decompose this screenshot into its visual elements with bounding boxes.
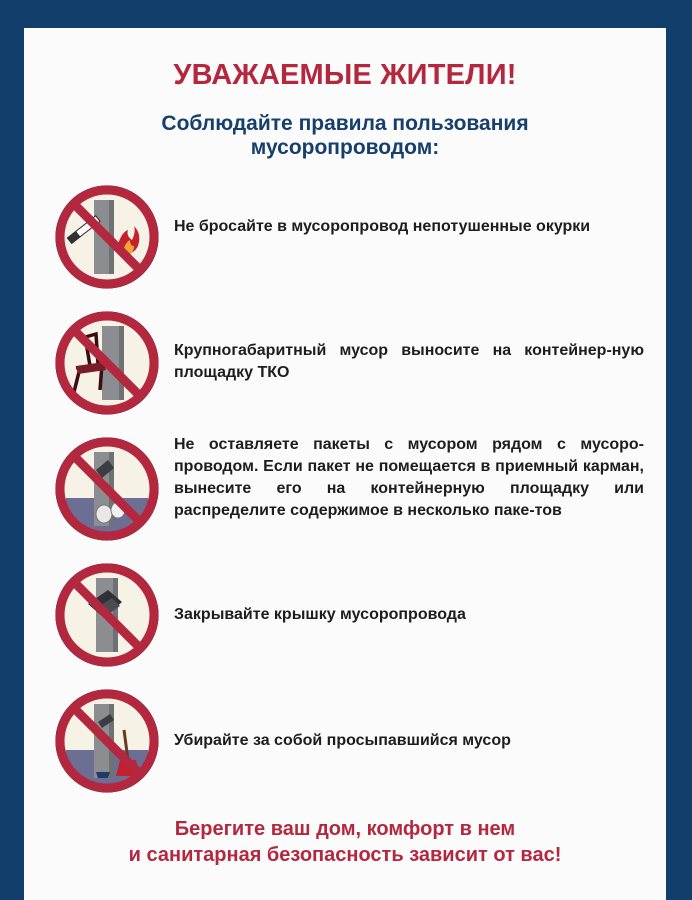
rule-2-text: Крупногабаритный мусор выносите на контейнер-ную площадку ТКО (174, 342, 644, 381)
no-cigarette-butts-icon (52, 182, 162, 292)
rule-3-text: Не оставляете пакеты с мусором рядом с мусоро-проводом. Если пакет не помещается в приемный карман, вынесите его на контейнерную площадку или распределите содержимое в несколько паке-тов (174, 436, 644, 519)
rule-1-text: Не бросайте в мусоропровод непотушенные окурки (174, 218, 591, 235)
subtitle-line-2: мусоропроводом: (250, 136, 440, 159)
closing-message (24, 816, 666, 868)
poster (24, 28, 666, 900)
rule-4-text: Закрывайте крышку мусоропровода (174, 606, 466, 623)
no-bulky-trash-icon (52, 308, 162, 418)
closing-line-2: и санитарная безопасность зависит от вас! (128, 844, 562, 866)
no-bags-left-icon (52, 434, 162, 544)
close-lid-icon (52, 560, 162, 670)
poster-title: УВАЖАЕМЫЕ ЖИТЕЛИ! (173, 59, 517, 91)
poster-subtitle (24, 112, 666, 160)
clean-spill-icon (52, 686, 162, 796)
closing-line-1: Берегите ваш дом, комфорт в нем (174, 818, 516, 840)
subtitle-line-1: Соблюдайте правила пользования (161, 112, 529, 135)
rule-5-text: Убирайте за собой просыпавшийся мусор (174, 732, 511, 749)
